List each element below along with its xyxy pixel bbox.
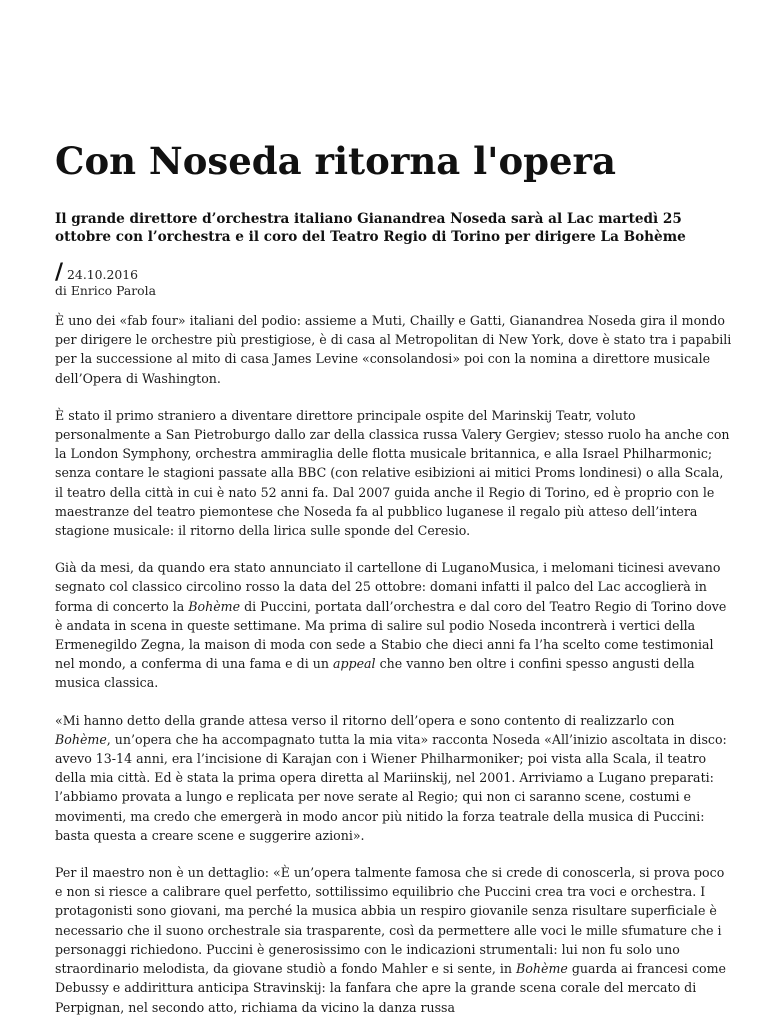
paragraph-text: che vanno ben oltre i confini spesso angusti della musica classica.: [55, 656, 695, 691]
italic-text: Bohème: [188, 598, 241, 614]
body-paragraph: [55, 711, 733, 845]
paragraph-text: guarda ai francesi come Debussy e addirittura anticipa Stravinskij: la fanfara che apre la grande scena corale del mercato di Perpignan, nel secondo atto, richiama da vicino la danza russa: [55, 961, 726, 1015]
article-title: Con Noseda ritorna l'opera: [55, 139, 617, 183]
body-paragraph: [55, 311, 733, 388]
italic-text: Bohème: [55, 731, 107, 747]
paragraph-text: Per il maestro non è un dettaglio: «È un’opera talmente famosa che si crede di conoscerla, si prova poco e non si riesce a calibrare quel perfetto, sottilissimo equilibrio che Puccini crea tra voci e orchestra. I protagonisti sono giovani, ma perché la musica abbia un respiro giovanile senza risultare superficiale è necessario che il suono orchestrale sia trasparente, così da permettere alle voci le mille sfumature che i personaggi richiedono. Puccini è generosissimo con le indicazioni strumentali: lui non fu solo uno straordinario melodista, da giovane studiò a fondo Mahler e si sente, in: [55, 865, 725, 977]
article-subtitle: Il grande direttore d’orchestra italiano Gianandrea Noseda sarà al Lac martedì 25 ottobre con l’orchestra e il coro del Teatro Regio di Torino per dirigere La Bohème: [55, 211, 686, 245]
date-line: [55, 260, 455, 285]
author-byline: di Enrico Parola: [55, 283, 156, 298]
italic-text: appeal: [332, 656, 376, 672]
body-paragraph: [55, 406, 733, 540]
body-paragraph: [55, 558, 733, 692]
italic-text: Bohème: [516, 961, 568, 977]
paragraph-text: , un’opera che ha accompagnato tutta la mia vita» racconta Noseda «All’inizio ascoltata in disco: avevo 13-14 anni, era l’incisione di Karajan con i Wiener Philharmoniker; poi vista alla Scala, il teatro della mia città. Ed è stata la prima opera diretta al Mariinskij, nel 2001. Arriviamo a Lugano preparati: l’abbiamo provata a lungo e replicata per nove serate al Regio; qui non ci saranno scene, costumi e movimenti, ma credo che emergerà in modo ancor più nitido la forza teatrale della musica di Puccini: basta questa a creare scene e suggerire azioni».: [55, 731, 727, 843]
paragraph-text: Già da mesi, da quando era stato annunciato il cartellone di LuganoMusica, i melomani ticinesi avevano segnato col classico circolino rosso la data del 25 ottobre: domani infatti il palco del Lac accoglierà in forma di concerto la: [55, 560, 721, 614]
publish-date: 24.10.2016: [67, 267, 138, 282]
article-meta: [55, 260, 455, 299]
paragraph-text: È stato il primo straniero a diventare direttore principale ospite del Marinskij Teatr, voluto personalmente a San Pietroburgo dallo zar della classica russa Valery Gergiev; stesso ruolo ha anche con la London Symphony, orchestra ammiraglia delle flotta musicale britannica, e alla Israel Philharmonic; senza contare le stagioni passate alla BBC (con relative esibizioni ai mitici Proms londinesi) o alla Scala, il teatro della città in cui è nato 52 anni fa. Dal 2007 guida anche il Regio di Torino, ed è proprio con le maestranze del teatro piemontese che Noseda fa al pubblico luganese il regalo più atteso dell’intera stagione musicale: il ritorno della lirica sulle sponde del Ceresio.: [55, 407, 730, 539]
paragraph-text: «Mi hanno detto della grande attesa verso il ritorno dell’opera e sono contento di realizzarlo con: [55, 712, 675, 728]
slash-mark: /: [55, 260, 64, 285]
paragraph-text: È uno dei «fab four» italiani del podio: assieme a Muti, Chailly e Gatti, Gianandrea Noseda gira il mondo per dirigere le orchestre più prestigiose, è di casa al Metropolitan di New York, dove è stato tra i papabili per la successione al mito di casa James Levine «consolandosi» poi con la nomina a direttore musicale dell’Opera di Washington.: [55, 313, 732, 386]
article-body: [55, 311, 733, 1035]
paragraph-text: di Puccini, portata dall’orchestra e dal coro del Teatro Regio di Torino dove è andata in scena in queste settimane. Ma prima di salire sul podio Noseda incontrerà i vertici della Ermenegildo Zegna, la maison di moda con sede a Stabio che dieci anni fa l’ha scelto come testimonial nel mondo, a conferma di una fama e di un: [55, 598, 727, 672]
